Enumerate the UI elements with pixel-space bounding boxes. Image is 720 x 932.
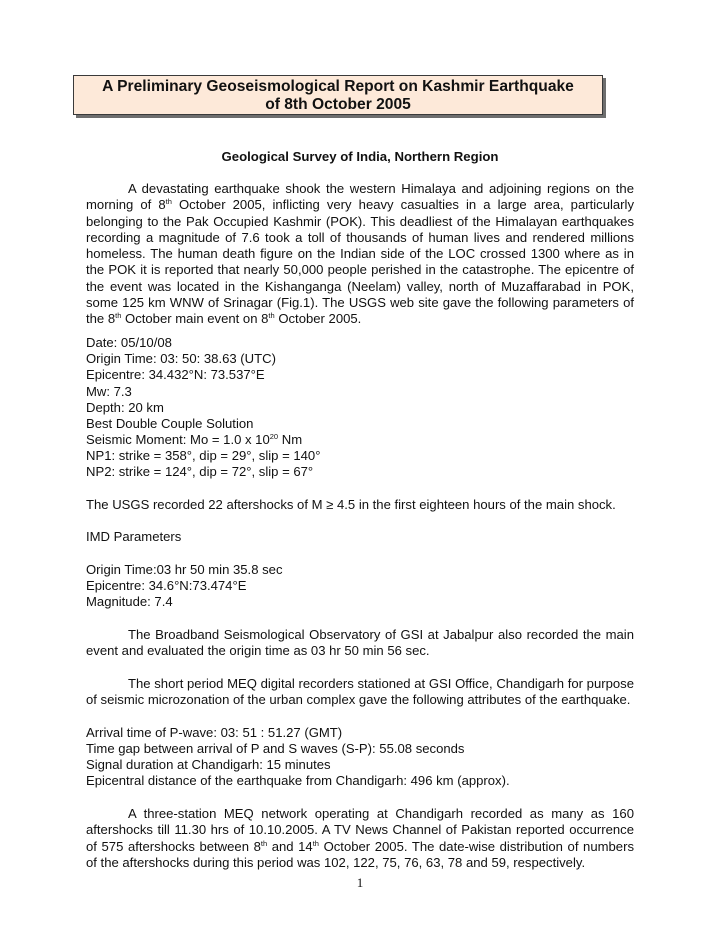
imd-epicentre: Epicentre: 34.6°N:73.474°E — [86, 578, 247, 593]
usgs-origin-time: Origin Time: 03: 50: 38.63 (UTC) — [86, 351, 276, 366]
intro-paragraph: A devastating earthquake shook the western Himalaya and adjoining regions on the morning of 8th October 2005, inflicting very heavy casualties in a large area, particularly belonging to the Pak Occupied Kashmir (POK). This deadliest of the Himalayan earthquakes recording a magnitude of 7.6 took a toll of thousands of human lives and rendered millions homeless. The human death figure on the Indian side of the LOC crossed 1300 where as in the POK it is reported that nearly 50,000 people perished in the catastrophe. The epicentre of the event was located in the Kishanganga (Neelam) valley, north of Muzaffarabad in POK, some 125 km WNW of Srinagar (Fig.1). The USGS web site gave the following parameters of the 8th October main event on 8th October 2005. — [86, 181, 634, 327]
short-period-paragraph: The short period MEQ digital recorders stationed at GSI Office, Chandigarh for purpose of seismic microzonation of the urban complex gave the following attributes of the earthquake. — [86, 676, 634, 708]
imd-heading: IMD Parameters — [86, 529, 182, 544]
report-subtitle: Geological Survey of India, Northern Region — [221, 149, 499, 164]
usgs-np2: NP2: strike = 124°, dip = 72°, slip = 67° — [86, 464, 314, 479]
usgs-aftershocks-note: The USGS recorded 22 aftershocks of M ≥ 4.5 in the first eighteen hours of the main shock. — [86, 497, 616, 512]
imd-origin-time: Origin Time:03 hr 50 min 35.8 sec — [86, 562, 283, 577]
signal-duration: Signal duration at Chandigarh: 15 minutes — [86, 757, 331, 772]
report-title-line-2: of 8th October 2005 — [265, 96, 411, 113]
usgs-mw: Mw: 7.3 — [86, 384, 132, 399]
page-number: 1 — [356, 875, 364, 890]
report-title-line-1: A Preliminary Geoseismological Report on Kashmir Earthquake — [102, 78, 574, 95]
usgs-depth: Depth: 20 km — [86, 400, 164, 415]
s-p-time-gap: Time gap between arrival of P and S waves (S-P): 55.08 seconds — [86, 741, 465, 756]
imd-magnitude: Magnitude: 7.4 — [86, 594, 173, 609]
usgs-date: Date: 05/10/08 — [86, 335, 172, 350]
usgs-seismic-moment: Seismic Moment: Mo = 1.0 x $10^{20}$ Nm — [86, 432, 303, 447]
p-wave-arrival: Arrival time of P-wave: 03: 51 : 51.27 (GMT) — [86, 725, 343, 740]
broadband-paragraph: The Broadband Seismological Observatory of GSI at Jabalpur also recorded the main event and evaluated the origin time as 03 hr 50 min 56 sec. — [86, 627, 634, 659]
usgs-np1: NP1: strike = 358°, dip = 29°, slip = 140° — [86, 448, 321, 463]
usgs-epicentre: Epicentre: 34.432°N: 73.537°E — [86, 367, 265, 382]
meq-network-paragraph: A three-station MEQ network operating at Chandigarh recorded as many as 160 aftershocks till 11.30 hrs of 10.10.2005. A TV News Channel of Pakistan reported occurrence of 575 aftershocks between 8th and 14th October 2005. The date-wise distribution of numbers of the aftershocks during this period was 102, 122, 75, 76, 63, 78 and 59, respectively. — [86, 806, 634, 870]
usgs-solution: Best Double Couple Solution — [86, 416, 254, 431]
epicentral-distance: Epicentral distance of the earthquake from Chandigarh: 496 km (approx). — [86, 773, 510, 788]
report-title-box — [73, 75, 603, 115]
